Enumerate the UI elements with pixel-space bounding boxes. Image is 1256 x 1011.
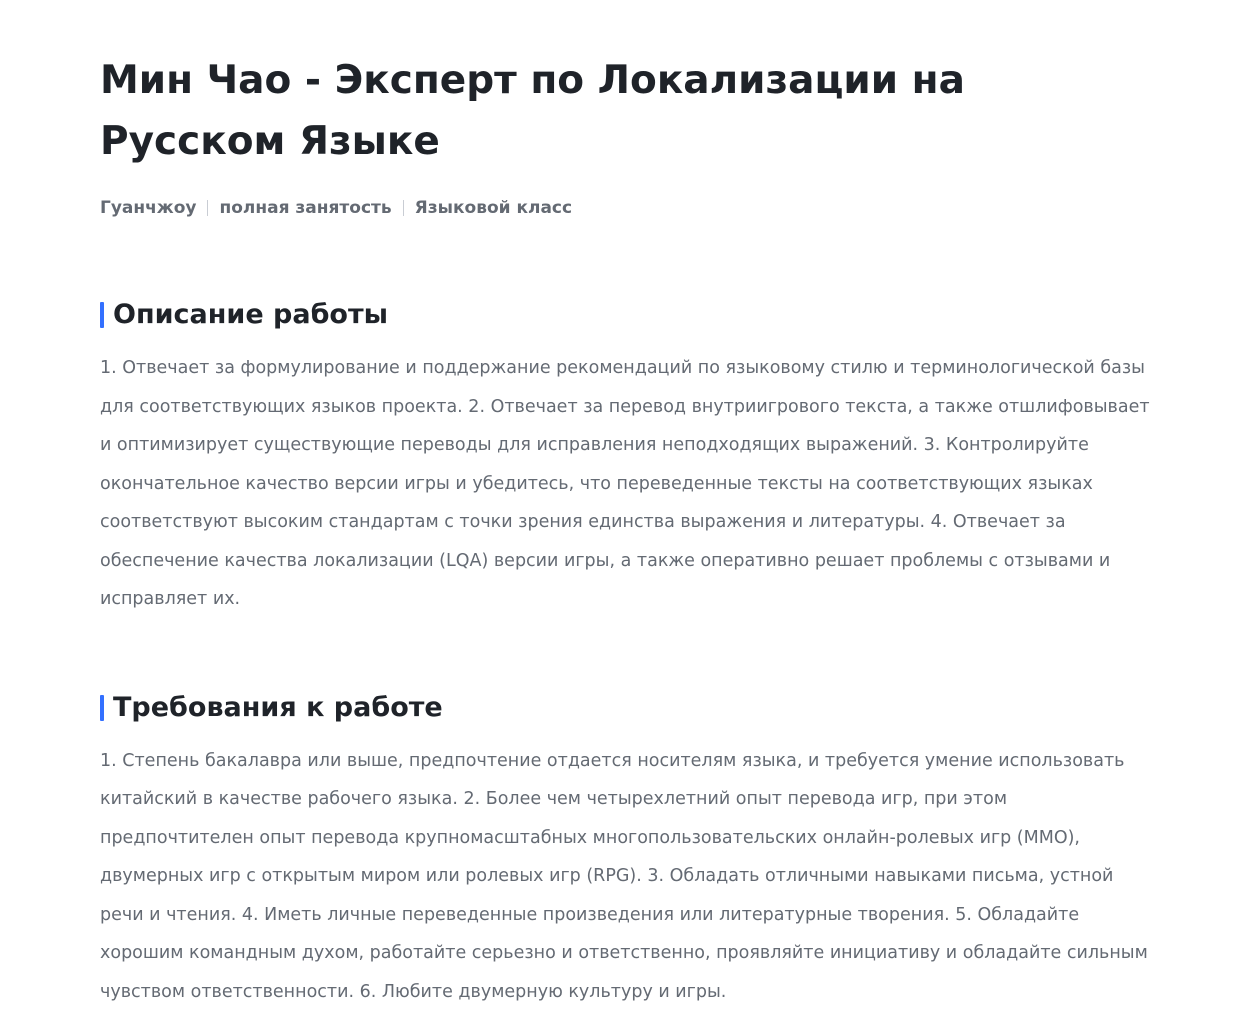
meta-separator — [207, 200, 208, 216]
job-meta — [100, 196, 1156, 220]
job-location: Гуанчжоу — [100, 196, 196, 220]
meta-separator — [403, 200, 404, 216]
heading-accent-bar — [100, 302, 104, 328]
heading-accent-bar — [100, 695, 104, 721]
section-heading-label: Описание работы — [113, 298, 388, 332]
job-description-text: 1. Отвечает за формулирование и поддержание рекомендаций по языковому стилю и терминологической базы для соответствующих языков проекта. 2. Отвечает за перевод внутриигрового текста, а также отшлифовывает и оптимизирует существующие переводы для исправления неподходящих выражений. 3. Контролируйте окончательное качество версии игры и убедитесь, что переведенные тексты на соответствующих языках соответствуют высоким стандартам с точки зрения единства выражения и литературы. 4. Отвечает за обеспечение качества локализации (LQA) версии игры, а также оперативно решает проблемы с отзывами и исправляет их. — [100, 349, 1150, 619]
job-title: Мин Чао - Эксперт по Локализации на Русском Языке — [100, 50, 1150, 172]
job-description-section — [100, 298, 1156, 619]
job-employment-type: полная занятость — [219, 196, 391, 220]
section-heading-label: Требования к работе — [113, 691, 443, 725]
section-heading — [100, 691, 1156, 725]
job-requirements-section — [100, 691, 1156, 1011]
job-requirements-text: 1. Степень бакалавра или выше, предпочтение отдается носителям языка, и требуется умение использовать китайский в качестве рабочего языка. 2. Более чем четырехлетний опыт перевода игр, при этом предпочтителен опыт перевода крупномасштабных многопользовательских онлайн-ролевых игр (MMO), двумерных игр с открытым миром или ролевых игр (RPG). 3. Обладать отличными навыками письма, устной речи и чтения. 4. Иметь личные переведенные произведения или литературные творения. 5. Обладайте хорошим командным духом, работайте серьезно и ответственно, проявляйте инициативу и обладайте сильным чувством ответственности. 6. Любите двумерную культуру и игры. — [100, 742, 1150, 1011]
job-category: Языковой класс — [415, 196, 572, 220]
section-heading — [100, 298, 1156, 332]
